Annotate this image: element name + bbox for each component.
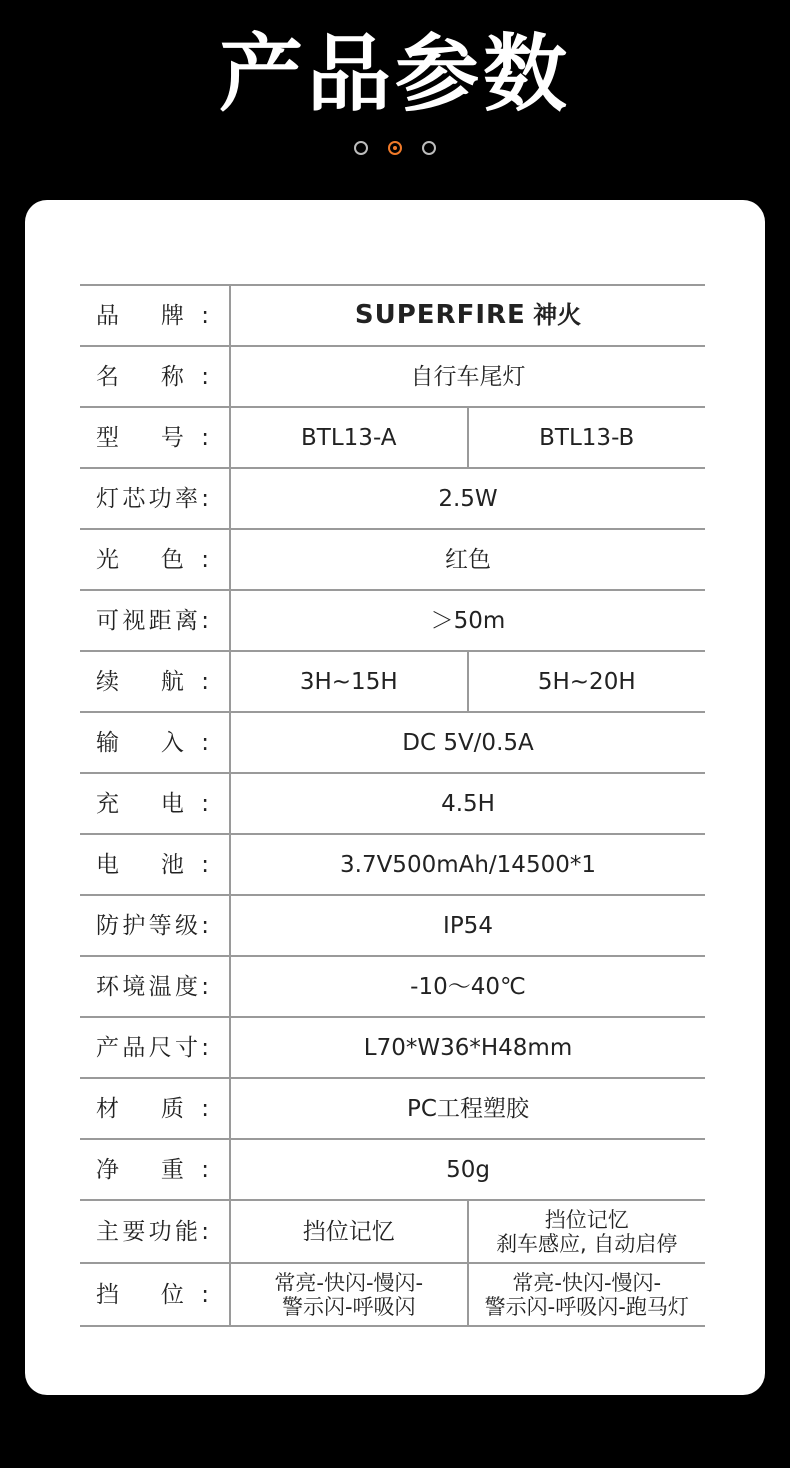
spec-row-name [80, 346, 705, 407]
carousel-dot-3[interactable] [422, 141, 436, 155]
carousel-dot-2-active[interactable] [388, 141, 402, 155]
spec-row-weight [80, 1139, 705, 1200]
spec-label: 电 池: [80, 834, 230, 895]
spec-row-material [80, 1078, 705, 1139]
spec-value-a [230, 1263, 468, 1326]
spec-value: 50g [230, 1139, 705, 1200]
spec-value-b: 5H~20H [468, 651, 706, 712]
spec-row-visibility [80, 590, 705, 651]
spec-label: 主要功能: [80, 1200, 230, 1263]
spec-row-ip [80, 895, 705, 956]
spec-value: ＞50m [230, 590, 705, 651]
spec-card [25, 200, 765, 1395]
spec-value-line: 常亮-快闪-慢闪- [512, 1270, 662, 1295]
brand-latin: SUPERFIRE [354, 300, 526, 330]
spec-label: 可视距离: [80, 590, 230, 651]
spec-label: 充 电: [80, 773, 230, 834]
spec-value-line: 刹车感应, 自动启停 [496, 1231, 678, 1256]
spec-label: 材 质: [80, 1078, 230, 1139]
spec-row-battery [80, 834, 705, 895]
spec-value-line: 挡位记忆 [544, 1207, 629, 1232]
spec-value-a: 挡位记忆 [230, 1200, 468, 1263]
spec-value-line: 警示闪-呼吸闪 [281, 1294, 416, 1319]
spec-value-line: 常亮-快闪-慢闪- [274, 1270, 424, 1295]
spec-row-input [80, 712, 705, 773]
spec-row-color [80, 529, 705, 590]
spec-row-power [80, 468, 705, 529]
spec-label: 名 称: [80, 346, 230, 407]
brand-logo [230, 285, 705, 346]
spec-value: 4.5H [230, 773, 705, 834]
spec-row-function [80, 1200, 705, 1263]
spec-value: PC工程塑胶 [230, 1078, 705, 1139]
spec-label: 防护等级: [80, 895, 230, 956]
brand-chinese: 神火 [533, 301, 582, 329]
page-title: 产品参数 [218, 25, 571, 123]
spec-label: 型 号: [80, 407, 230, 468]
spec-value: L70*W36*H48mm [230, 1017, 705, 1078]
carousel-dot-1[interactable] [354, 141, 368, 155]
spec-label: 灯芯功率: [80, 468, 230, 529]
spec-value: 3.7V500mAh/14500*1 [230, 834, 705, 895]
spec-row-temperature [80, 956, 705, 1017]
spec-value-b: BTL13-B [468, 407, 706, 468]
spec-label: 输 入: [80, 712, 230, 773]
spec-row-size [80, 1017, 705, 1078]
spec-label: 净 重: [80, 1139, 230, 1200]
spec-row-brand [80, 285, 705, 346]
spec-value: DC 5V/0.5A [230, 712, 705, 773]
spec-label: 环境温度: [80, 956, 230, 1017]
spec-row-modes [80, 1263, 705, 1326]
spec-label: 品 牌: [80, 285, 230, 346]
spec-value: 自行车尾灯 [230, 346, 705, 407]
spec-value-line: 警示闪-呼吸闪-跑马灯 [484, 1294, 689, 1319]
spec-value-b [468, 1200, 706, 1263]
spec-value: IP54 [230, 895, 705, 956]
spec-label: 续 航: [80, 651, 230, 712]
spec-value: -10～40℃ [230, 956, 705, 1017]
spec-row-runtime [80, 651, 705, 712]
spec-value-a: 3H~15H [230, 651, 468, 712]
spec-label: 挡 位: [80, 1263, 230, 1326]
spec-value-b [468, 1263, 706, 1326]
spec-value: 2.5W [230, 468, 705, 529]
spec-value: 红色 [230, 529, 705, 590]
spec-table [80, 284, 705, 1327]
spec-row-model [80, 407, 705, 468]
spec-row-charge [80, 773, 705, 834]
spec-value-a: BTL13-A [230, 407, 468, 468]
carousel-indicator [0, 141, 790, 157]
spec-label: 产品尺寸: [80, 1017, 230, 1078]
spec-label: 光 色: [80, 529, 230, 590]
